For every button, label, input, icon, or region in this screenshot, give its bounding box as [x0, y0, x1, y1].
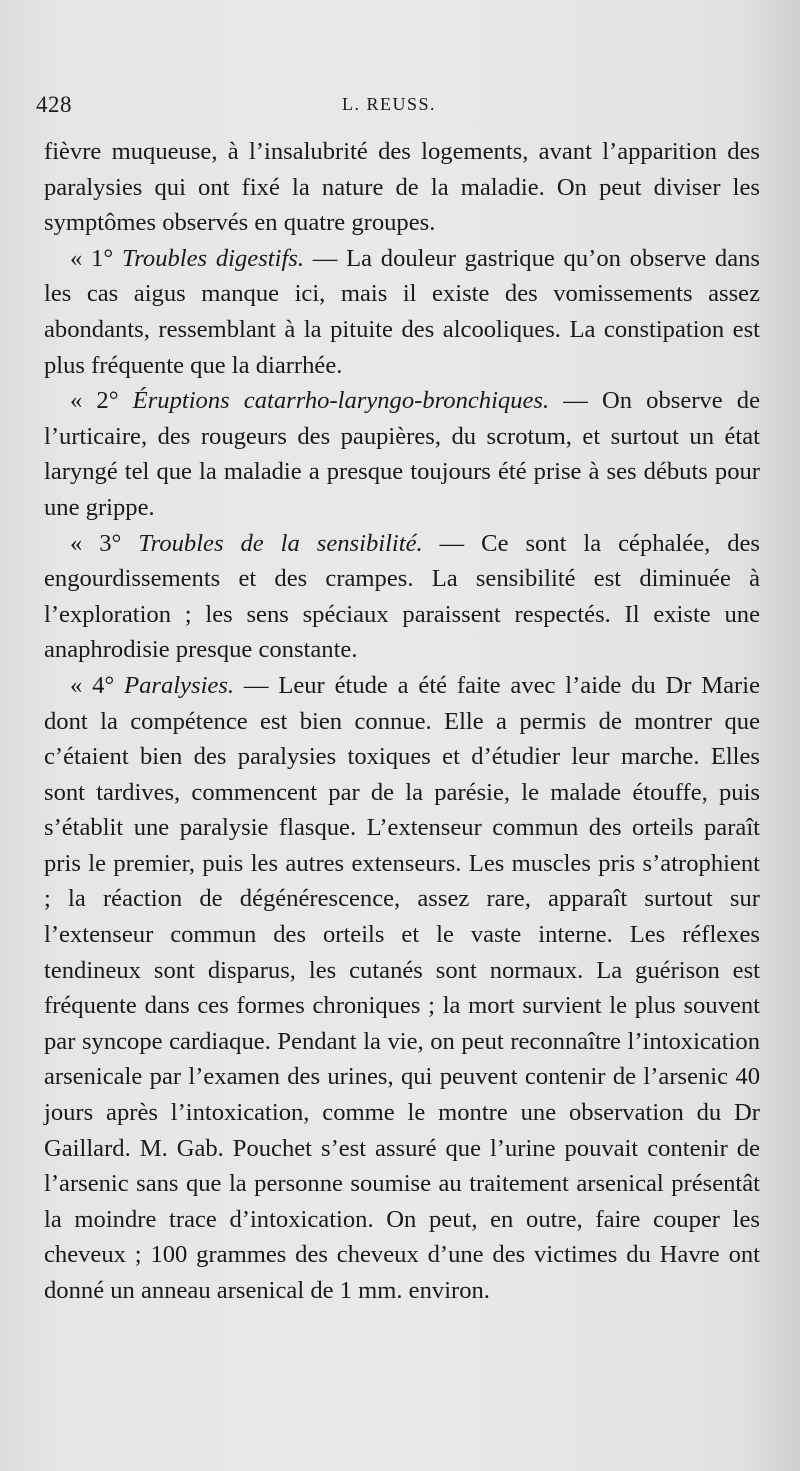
paragraph-paralyses [44, 668, 760, 1309]
section-heading: Éruptions catarrho-laryngo-bronchiques. [132, 387, 550, 415]
paragraph-digestive-troubles [44, 241, 760, 383]
page-number: 428 [36, 92, 72, 117]
page-header [36, 92, 760, 124]
running-head: L. REUSS. [342, 94, 437, 114]
paragraph [44, 134, 760, 241]
paragraph-sensibility [44, 526, 760, 668]
text-run: — La douleur gastrique qu’on observe dans les cas aigus manque ici, mais il existe des vomissements assez abondants, ressemblant à la pituite des alcooliques. La constipation est plus fréquente que la diarrhée. [44, 244, 760, 379]
list-number: « 2° [70, 387, 133, 415]
body-text [44, 134, 760, 1309]
section-heading: Troubles digestifs. [121, 244, 305, 272]
section-heading: Troubles de la sensibilité. [138, 529, 423, 557]
text-run: — Ce sont la céphalée, des engourdissements et des crampes. La sensibilité est diminuée à l’exploration ; les sens spéciaux paraissent respectés. Il existe une anaphrodisie presque constante. [44, 529, 761, 664]
text-run: — Leur étude a été faite avec l’aide du Dr Marie dont la compétence est bien connue. Elle a permis de montrer que c’étaient bien des paralysies toxiques et d’étudier leur marche. Elles sont tardives, commencent par de la parésie, le malade étouffe, puis s’établit une paralysie flasque. L’extenseur commun des orteils paraît pris le premier, puis les autres extenseurs. Les muscles pris s’atrophient ; la réaction de dégénérescence, assez rare, apparaît surtout sur l’extenseur commun des orteils et le vaste interne. Les réflexes tendineux sont disparus, les cutanés sont normaux. La guérison est fréquente dans ces formes chroniques ; la mort survient le plus souvent par syncope cardiaque. Pendant la vie, on peut reconnaître l’intoxication arsenicale par l’examen des urines, qui peuvent contenir de l’arsenic 40 jours après l’intoxication, comme le montre une observation du Dr Gaillard. M. Gab. Pouchet s’est assuré que l’urine pouvait contenir de l’arsenic sans que la personne soumise au traitement arsenical présentât la moindre trace d’intoxication. On peut, en outre, faire couper les cheveux ; 100 grammes des cheveux d’une des victimes du Havre ont donné un anneau arsenical de 1 mm. environ. [44, 671, 760, 1304]
text-run: — On observe de l’urticaire, des rougeurs des paupières, du scrotum, et surtout un état laryngé tel que la maladie a presque toujours été prise à ses débuts pour une grippe. [44, 387, 760, 521]
paragraph-eruptions [44, 383, 760, 525]
list-number: « 1° [70, 244, 122, 272]
text-run: fièvre muqueuse, à l’insalubrité des logements, avant l’apparition des paralysies qui ont fixé la nature de la maladie. On peut diviser les symptômes observés en quatre groupes. [44, 138, 760, 237]
list-number: « 4° [70, 671, 125, 699]
list-number: « 3° [70, 529, 139, 557]
section-heading: Paralysies. [124, 671, 235, 699]
